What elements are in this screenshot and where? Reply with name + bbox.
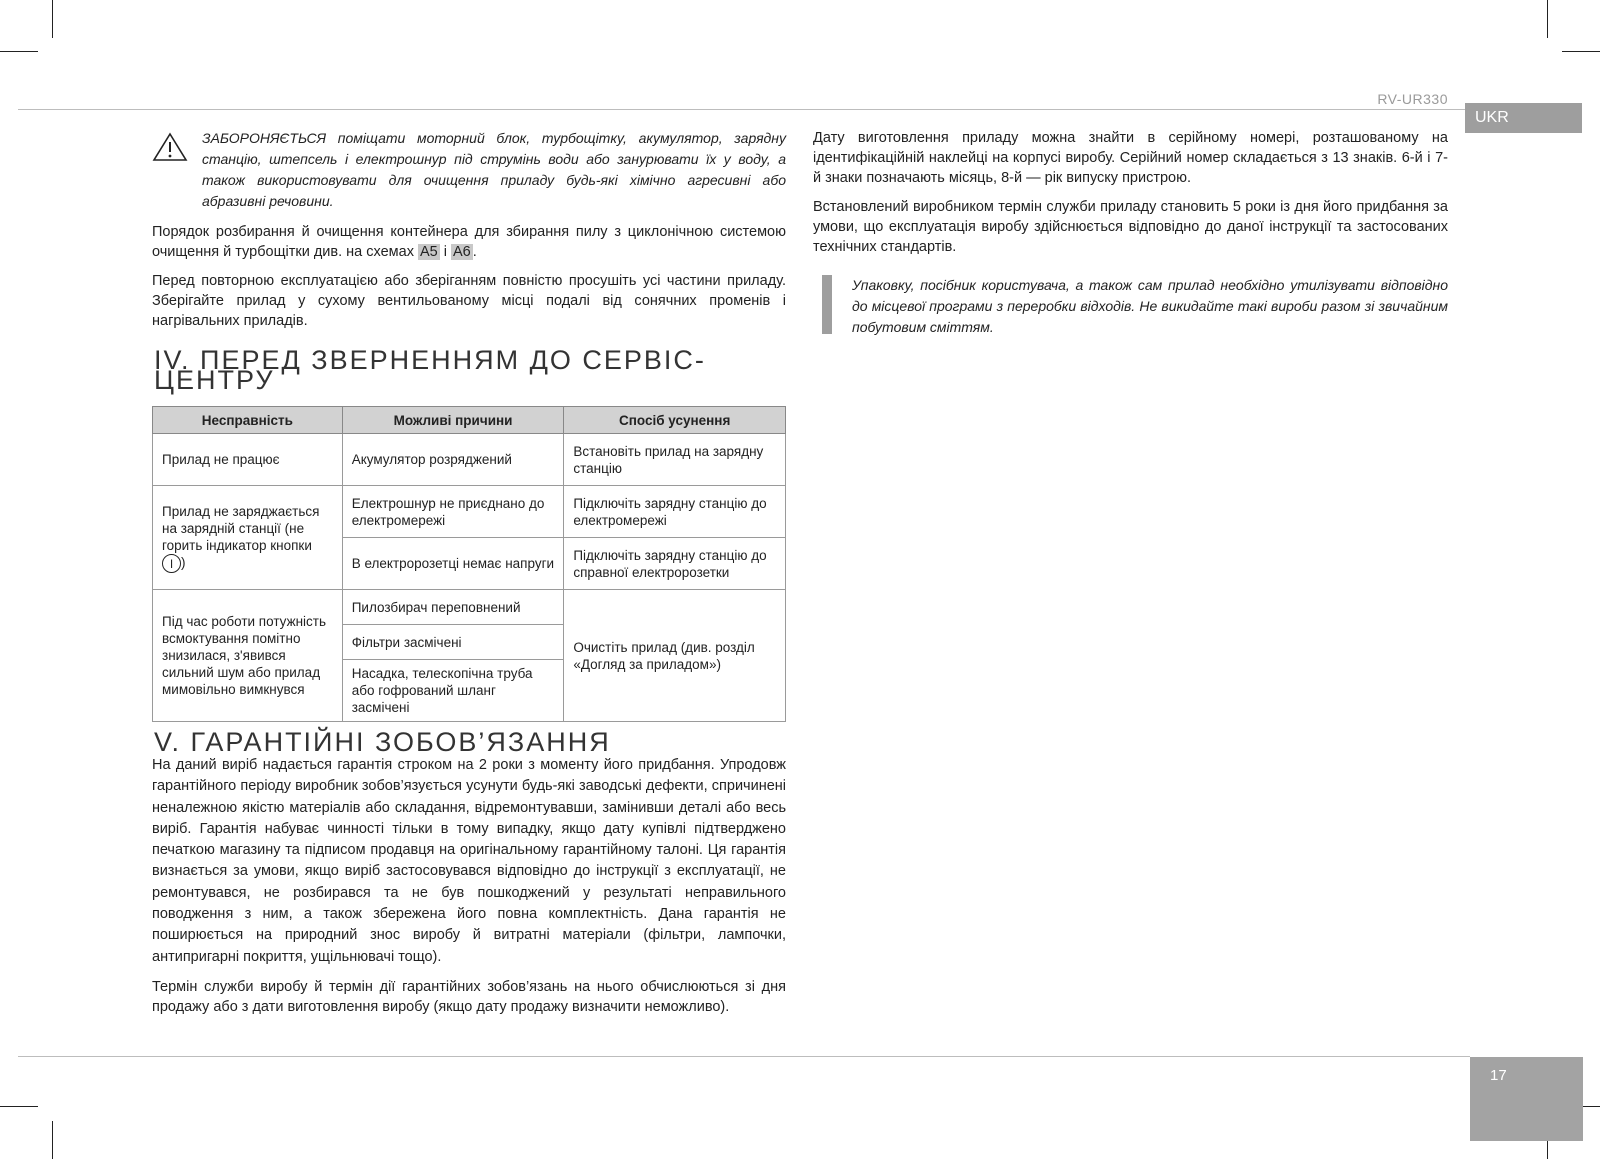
model-label: RV-UR330 [1377,91,1448,107]
table-header: Несправність [153,407,343,434]
table-cell: Під час роботи потужність всмоктування помітно знизилася, з'явився сильний шум або прилад мимовільно вимкнувся [153,590,343,722]
text: . [472,244,477,260]
table-cell: Підключіть зарядну станцію до справної електророзетки [564,538,786,590]
text: ) [181,554,186,570]
table-row [153,434,786,486]
paragraph-service-life: Встановлений виробником термін служби приладу становить 5 роки із дня його придбання за умови, що експлуатація виробу здійснюється відповідно до даної інструкції та застосованих технічних стандартів. [813,199,1448,255]
disposal-note [813,275,1448,338]
warning-triangle-icon [152,128,192,212]
crop-mark [52,1121,53,1159]
section-heading-v: V. ГАРАНТІЙНІ ЗОБОВ’ЯЗАННЯ [154,727,611,757]
figure-ref-a6: A6 [453,244,471,260]
paragraph-drying: Перед повторною експлуатацією або зберіганням повністю просушіть усі частини приладу. Зберігайте прилад у сухому вентильованому місці подалі від сонячних променів і нагрівальних приладів. [152,273,786,329]
table-cell: Встановіть прилад на зарядну станцію [564,434,786,486]
text: Порядок розбирання й очищення контейнера для збирання пилу з циклонічною системою очищення й турбощітки див. на схемах [152,224,786,260]
warning-text [202,128,786,212]
table-cell: Фільтри засмічені [342,625,564,660]
paragraph-manufacture-date: Дату виготовлення приладу можна знайти в серійному номері, розташованому на ідентифікаційній наклейці на корпусі виробу. Серійний номер складається з 13 знаків. 6-й і 7-й знаки позначають місяць, 8-й — рік випуску пристрою. [813,130,1448,186]
paragraph-warranty: На даний виріб надається гарантія строком на 2 роки з моменту його придбання. Упродовж гарантійного періоду виробник зобов’язується усунути будь-які заводські дефекти, спричинені неналежною якістю матеріалів або складання, відремонтувавши, замінивши деталі або весь виріб. Гарантія набуває чинності тільки в тому випадку, якщо дату купівлі підтверджено печаткою магазину та підписом продавця на оригінальному гарантійному талоні. Ця гарантія визнається за умови, якщо виріб застосовувався відповідно до інструкції з експлуатації, не ремонтувався, не розбирався та не був пошкоджений у результаті неправильного поводження з ним, а також збережена його повна комплектність. Дана гарантія не поширюється на природний знос виробу й витратні матеріали (фільтри, лампочки, антипригарні покриття, ущільнювачі тощо). [152,757,786,965]
warning-bold: ЗАБОРОНЯЄТЬСЯ [202,130,327,146]
table-header: Можливі причини [342,407,564,434]
section-heading-iv: IV. ПЕРЕД ЗВЕРНЕННЯМ ДО СЕРВІС-ЦЕНТРУ [154,345,706,395]
power-icon: I [162,554,181,573]
crop-mark [0,1106,38,1107]
troubleshooting-table [152,406,786,722]
figure-ref-a5: A5 [419,244,438,260]
note-bar [822,275,832,334]
paragraph-warranty-term: Термін служби виробу й термін дії гарантійних зобов’язань на нього обчислюються зі дня продажу або з дати виготовлення виробу (якщо дату продажу визначити неможливо). [152,978,786,1015]
table-cell: Акумулятор розряджений [342,434,564,486]
warning-body: поміщати моторний блок, турбощітку, акумулятор, зарядну станцію, штепсель і електрошнур під струмінь води або занурювати їх у воду, а також використовувати для очищення приладу будь-які хімічно агресивні або абразивні речовини. [202,130,786,209]
table-cell: Електрошнур не приєднано до електромережі [342,486,564,538]
table-cell: В електророзетці немає напруги [342,538,564,590]
right-column [813,128,1448,338]
table-row [153,590,786,625]
crop-mark [0,51,38,52]
table-cell: Пилозбирач переповнений [342,590,564,625]
paragraph-disassembly [152,222,786,262]
table-row [153,486,786,538]
table-header: Спосіб усунення [564,407,786,434]
crop-mark [1547,0,1548,38]
table-header-row [153,407,786,434]
table-cell: Очистіть прилад (див. розділ «Догляд за приладом») [564,590,786,722]
text: Прилад не заряджається на зарядній станції (не горить індикатор кнопки [162,503,320,553]
header-rule [18,109,1465,110]
crop-mark [1562,51,1600,52]
page-number: 17 [1470,1057,1583,1141]
left-column [152,128,786,1026]
crop-mark [52,0,53,38]
table-cell: Прилад не працює [153,434,343,486]
language-tab: UKR [1465,103,1582,133]
warning-block [152,128,786,212]
text: і [439,244,452,260]
footer-rule [18,1056,1470,1057]
note-text: Упаковку, посібник користувача, а також сам прилад необхідно утилізувати відповідно до місцевої програми з переробки відходів. Не викидайте такі вироби разом зі звичайним побутовим сміттям. [852,277,1448,335]
table-cell [153,486,343,590]
table-cell: Підключіть зарядну станцію до електромережі [564,486,786,538]
table-cell: Насадка, телескопічна труба або гофрований шланг засмічені [342,660,564,722]
